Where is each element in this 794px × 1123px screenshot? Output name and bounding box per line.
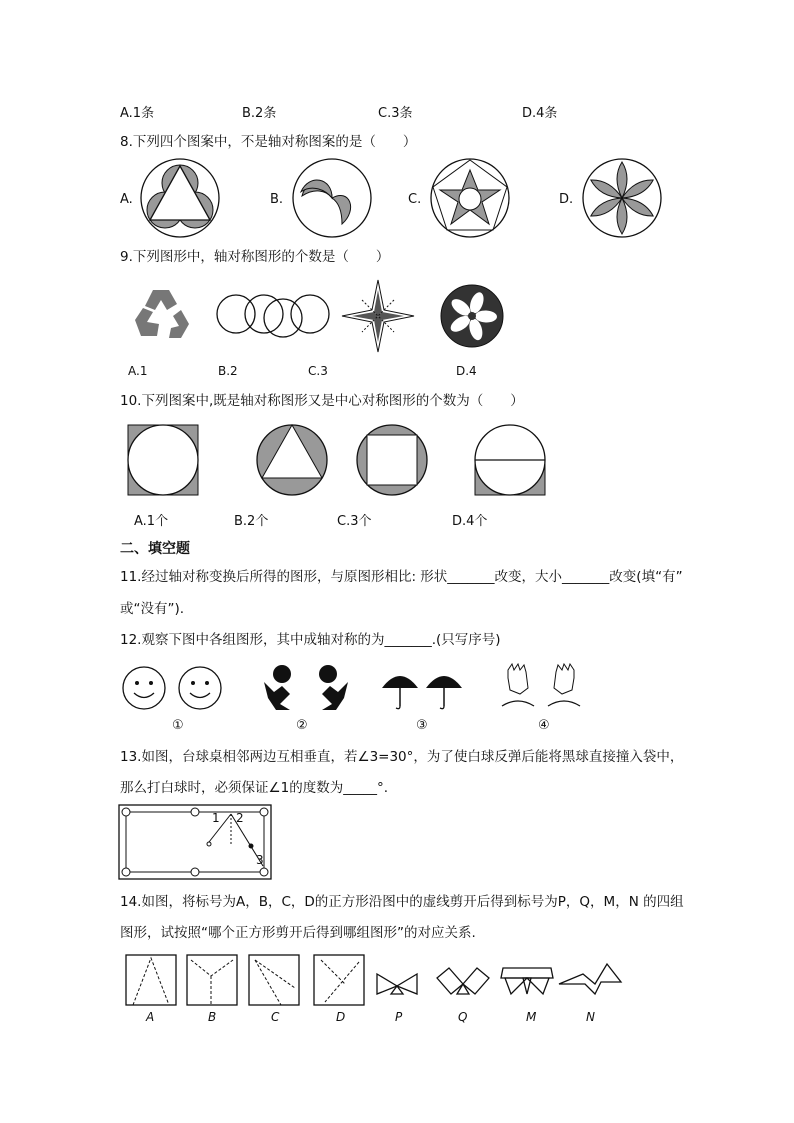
q14-label-q: Q xyxy=(458,1010,468,1024)
q7-option-d: D.4条 xyxy=(522,106,558,121)
q9-option-c: C.3 xyxy=(308,364,328,378)
q9-figure-flower xyxy=(440,284,504,348)
q10-figure-circle-triangle xyxy=(256,424,328,496)
q14-label-n: N xyxy=(586,1010,595,1024)
q12-label-4: ④ xyxy=(538,718,550,733)
q10-figure-semicircle-square xyxy=(474,424,546,496)
q14-label-d: D xyxy=(336,1010,346,1024)
q9-figure-star xyxy=(342,280,414,352)
q8-figure-b xyxy=(292,158,374,240)
q14-label-m: M xyxy=(526,1010,537,1024)
q14-label-p: P xyxy=(395,1010,403,1024)
q8-label-c: C. xyxy=(408,192,422,207)
q11-line1: 11.经过轴对称变换后所得的图形，与原图形相比: 形状_______改变，大小_______改变(填“有” xyxy=(120,569,683,585)
section-title: 二、填空题 xyxy=(120,541,190,557)
q8-label-b: B. xyxy=(270,192,284,207)
q8-figure-d xyxy=(582,158,664,240)
q7-option-c: C.3条 xyxy=(378,106,413,121)
q14-line2: 图形，试按照“哪个正方形剪开后得到哪组图形”的对应关系. xyxy=(120,925,476,941)
q10-option-d: D.4个 xyxy=(452,514,488,529)
q13-billiard-table xyxy=(118,804,274,882)
q10-option-a: A.1个 xyxy=(134,514,169,529)
q14-line1: 14.如图，将标号为A，B，C，D的正方形沿图中的虚线剪开后得到标号为P，Q，M，N 的四组 xyxy=(120,894,684,910)
q12-figure-faces xyxy=(498,662,584,712)
q14-label-a: A xyxy=(146,1010,155,1024)
q8-stem: 8.下列四个图案中，不是轴对称图案的是（ ） xyxy=(120,134,417,150)
q12-stem: 12.观察下图中各组图形，其中成轴对称的为_______.(只写序号) xyxy=(120,632,501,648)
q14-label-b: B xyxy=(208,1010,217,1024)
q8-label-a: A. xyxy=(120,192,133,207)
q10-figure-square-circle xyxy=(127,424,199,496)
q9-option-a: A.1 xyxy=(128,364,148,378)
q12-figure-umbrellas xyxy=(380,668,466,712)
q8-label-d: D. xyxy=(559,192,574,207)
q10-option-c: C.3个 xyxy=(337,514,372,529)
q9-option-d: D.4 xyxy=(456,364,477,378)
q13-line1: 13.如图，台球桌相邻两边互相垂直，若∠3=30°，为了使白球反弹后能将黑球直接撞入袋中， xyxy=(120,749,684,765)
q9-option-b: B.2 xyxy=(218,364,238,378)
q9-figure-recycle xyxy=(133,288,189,340)
q12-figure-figures xyxy=(262,664,350,712)
q14-figures xyxy=(125,954,625,1008)
q10-figure-circle-square xyxy=(356,424,428,496)
q12-figure-smileys xyxy=(122,666,226,712)
q12-label-3: ③ xyxy=(416,718,428,733)
q13-angle-label-2: 2 xyxy=(236,811,244,825)
q12-label-1: ① xyxy=(172,718,184,733)
q9-figure-rings xyxy=(216,294,331,339)
q13-line2: 那么打白球时，必须保证∠1的度数为_____°. xyxy=(120,780,388,796)
q12-label-2: ② xyxy=(296,718,308,733)
q7-option-b: B.2条 xyxy=(242,106,277,121)
q8-figure-c xyxy=(430,158,512,240)
q10-stem: 10.下列图案中,既是轴对称图形又是中心对称图形的个数为（ ） xyxy=(120,393,524,409)
q13-angle-label-1: 1 xyxy=(212,811,220,825)
q9-stem: 9.下列图形中，轴对称图形的个数是（ ） xyxy=(120,249,390,265)
q14-label-c: C xyxy=(271,1010,280,1024)
q13-angle-label-3: 3 xyxy=(256,853,264,867)
q11-line2: 或“没有”). xyxy=(120,601,185,617)
q8-figure-a xyxy=(140,158,222,240)
q10-option-b: B.2个 xyxy=(234,514,269,529)
q7-option-a: A.1条 xyxy=(120,106,155,121)
